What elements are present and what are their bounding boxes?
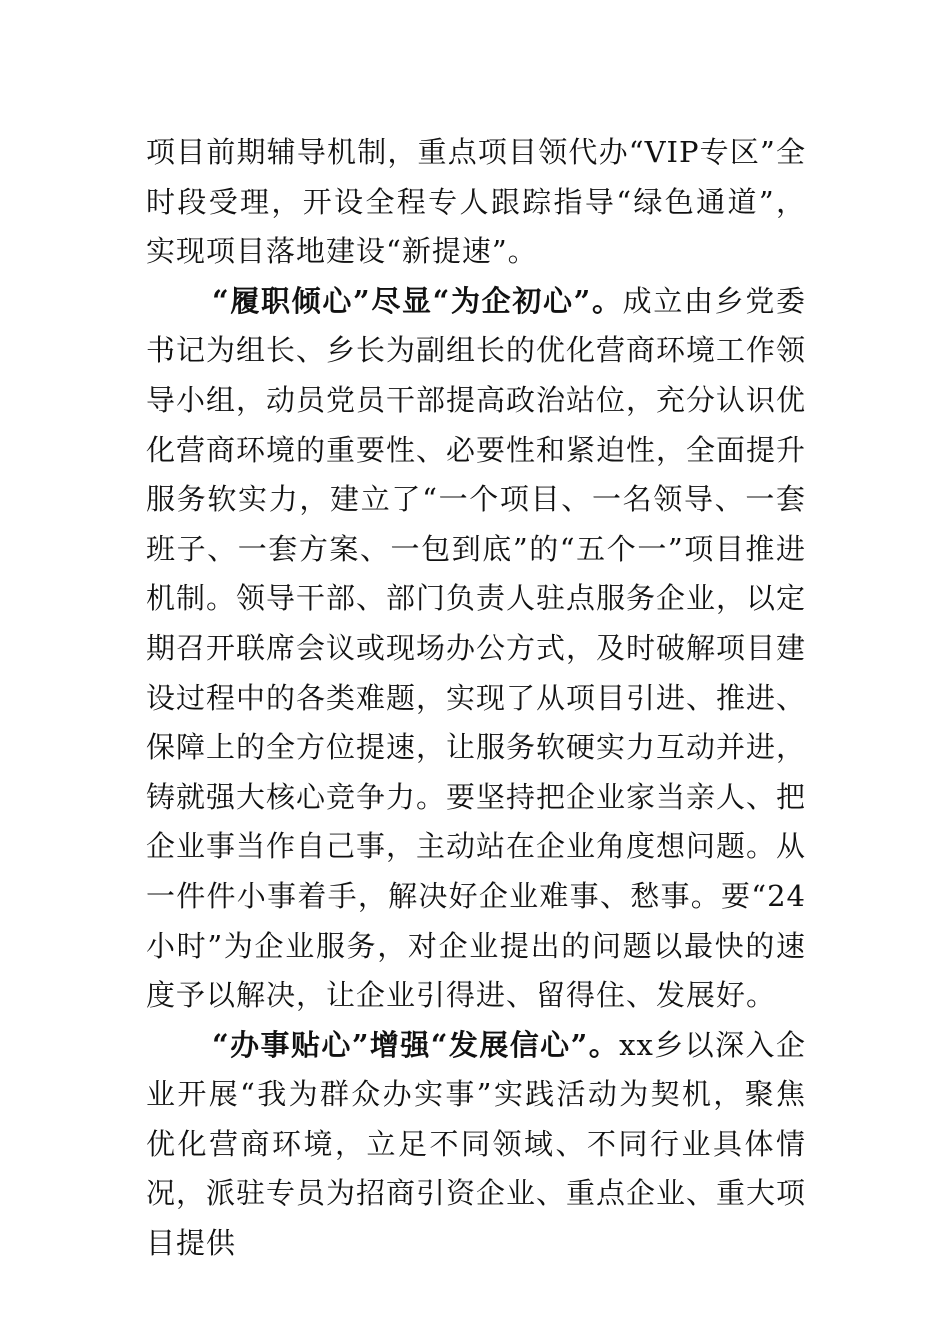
- paragraph-heading: “履职倾心”尽显“为企初心”。: [212, 283, 623, 318]
- document-body: [146, 128, 806, 1269]
- paragraph-continued: [146, 128, 806, 277]
- paragraph-handling-affairs: [146, 1021, 806, 1269]
- paragraph-heading: “办事贴心”增强“发展信心”。: [212, 1027, 620, 1062]
- paragraph-performing-duties: [146, 277, 806, 1021]
- paragraph-text: 成立由乡党委书记为组长、乡长为副组长的优化营商环境工作领导小组，动员党员干部提高政治站位，充分认识优化营商环境的重要性、必要性和紧迫性，全面提升服务软实力，建立了“一个项目、一名领导、一套班子、一套方案、一包到底”的“五个一”项目推进机制。领导干部、部门负责人驻点服务企业，以定期召开联席会议或现场办公方式，及时破解项目建设过程中的各类难题，实现了从项目引进、推进、保障上的全方位提速，让服务软硬实力互动并进，铸就强大核心竞争力。要坚持把企业家当亲人、把企业事当作自己事，主动站在企业角度想问题。从一件件小事着手，解决好企业难事、愁事。要“24小时”为企业服务，对企业提出的问题以最快的速度予以解决，让企业引得进、留得住、发展好。: [146, 283, 807, 1013]
- paragraph-text: xx乡以深入企业开展“我为群众办实事”实践活动为契机，聚焦优化营商环境，立足不同领域、不同行业具体情况，派驻专员为招商引资企业、重点企业、重大项目提供: [146, 1027, 807, 1261]
- paragraph-text: 项目前期辅导机制，重点项目领代办“VIP专区”全时段受理，开设全程专人跟踪指导“绿色通道”，实现项目落地建设“新提速”。: [146, 135, 806, 269]
